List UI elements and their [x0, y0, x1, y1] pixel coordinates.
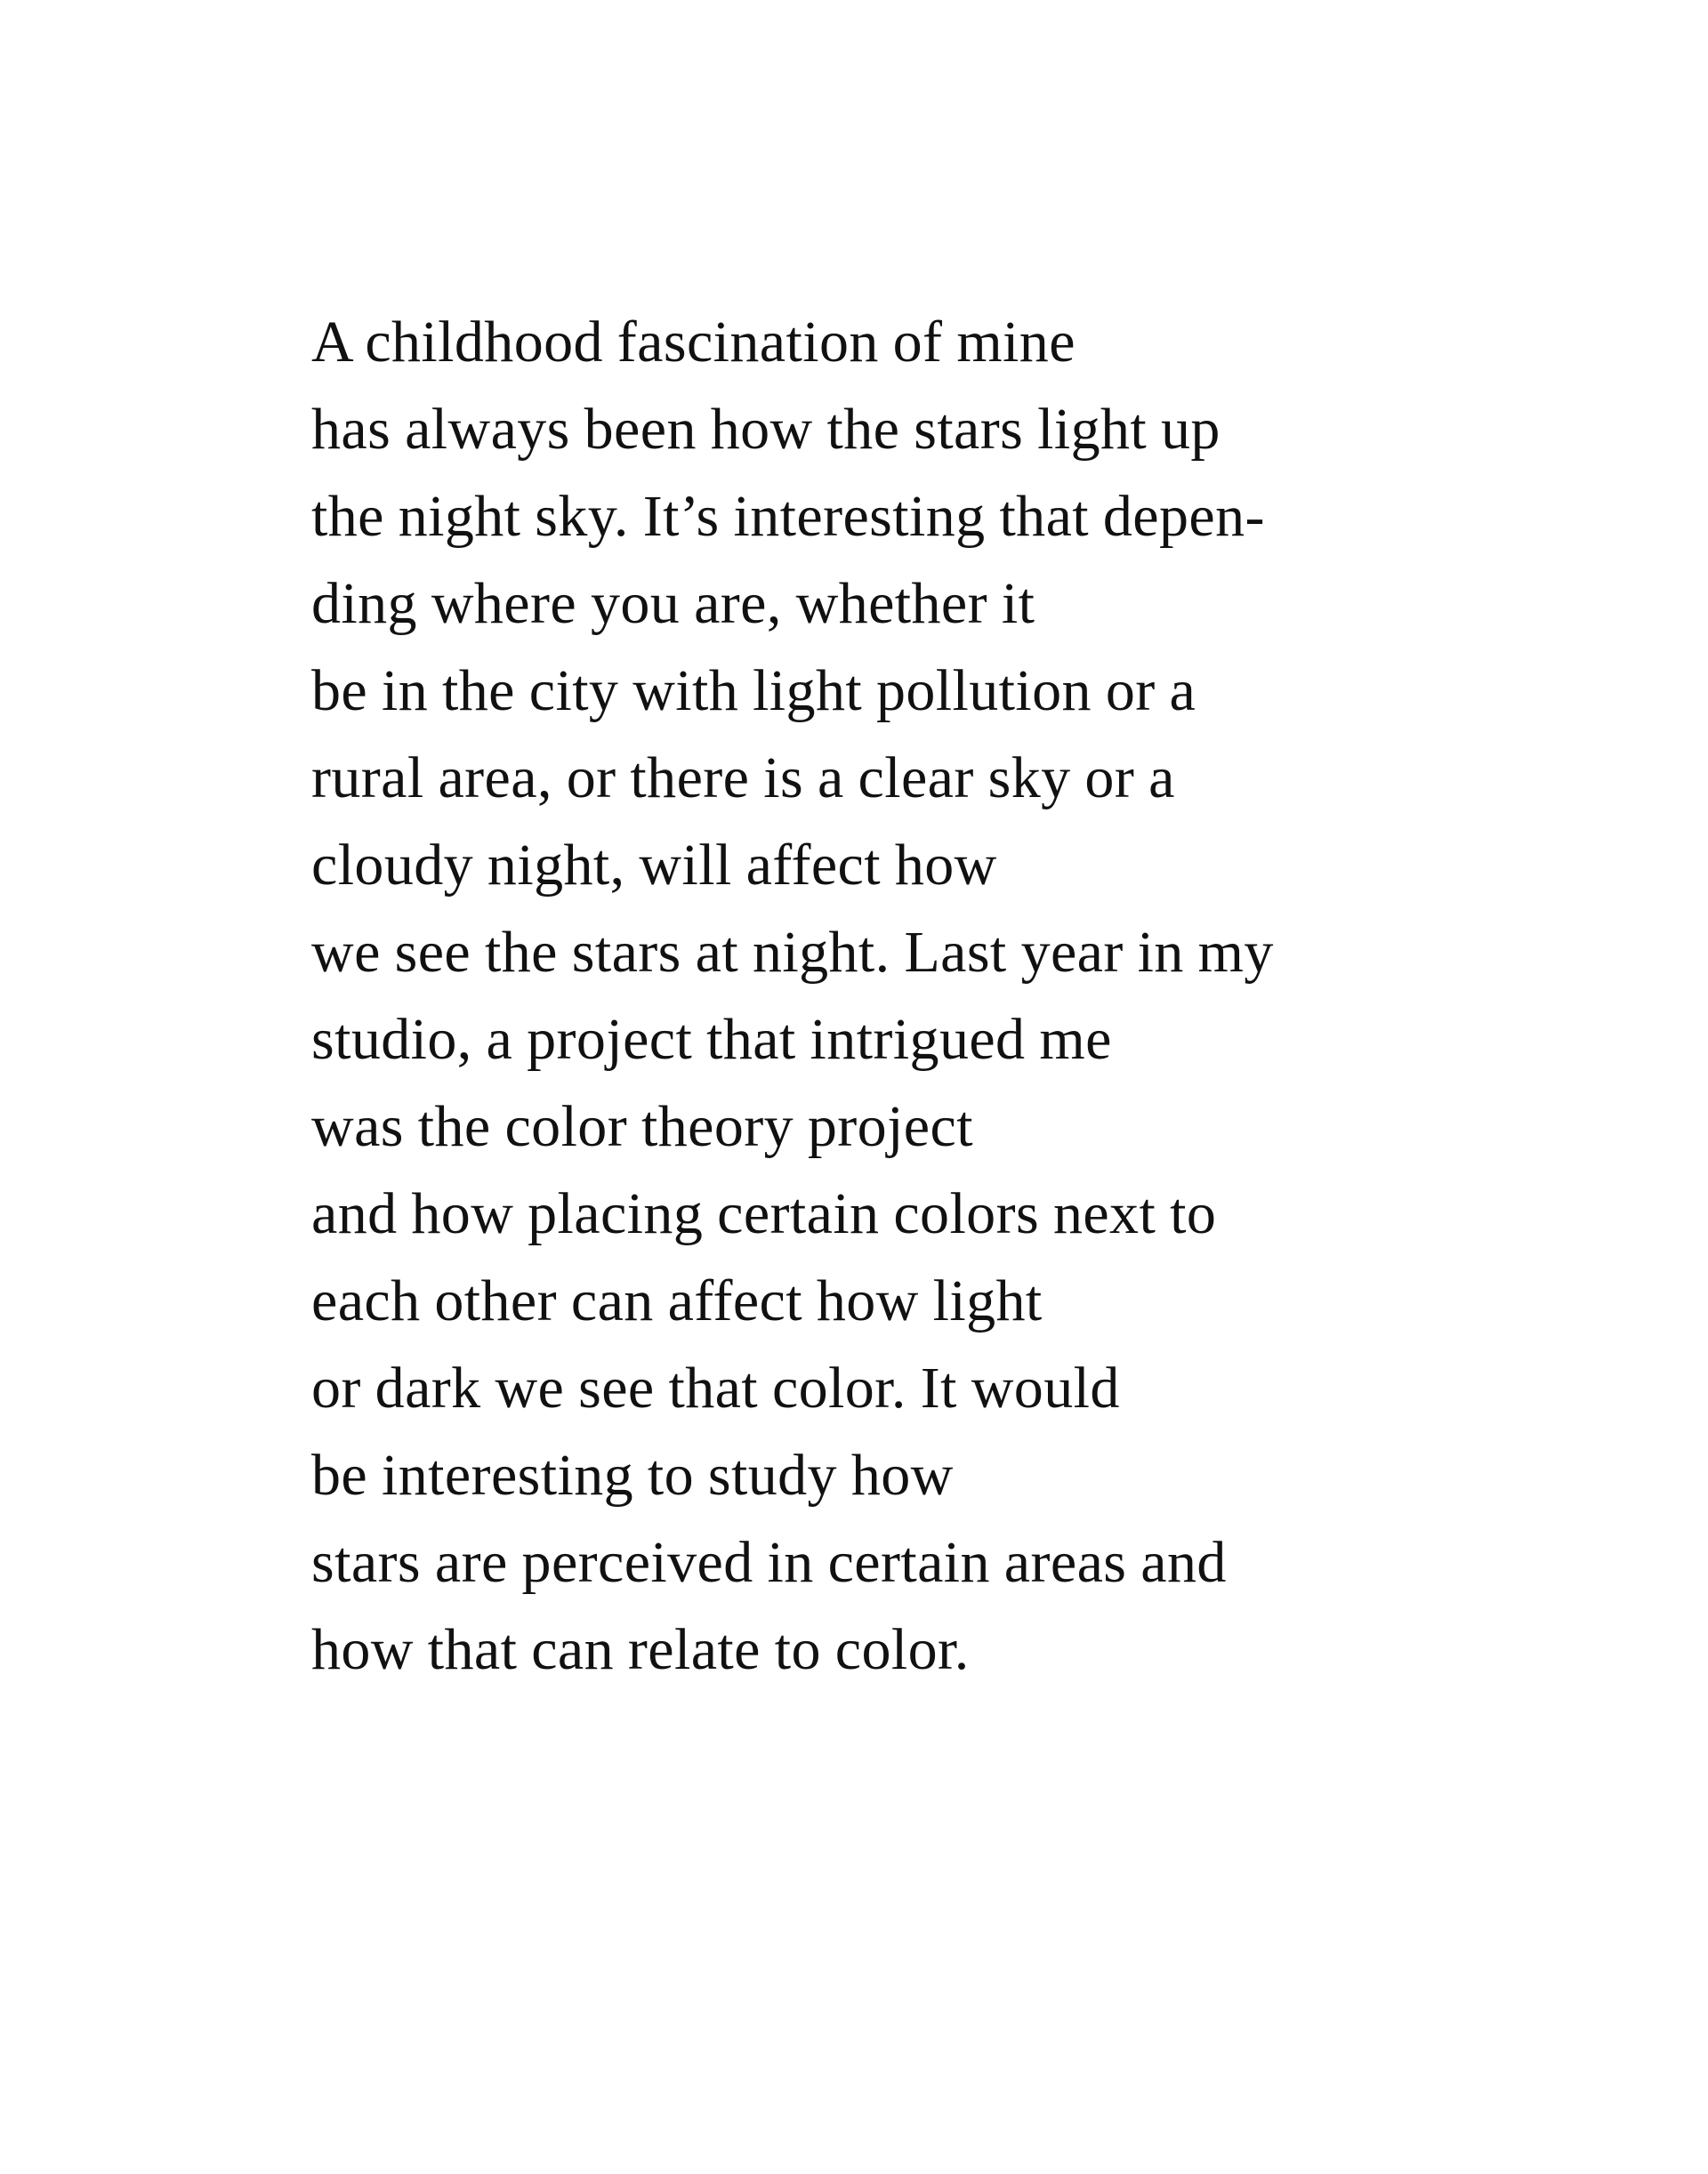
text-line-15: stars are perceived in certain areas and	[311, 1530, 1227, 1595]
text-line-16: how that can relate to color.	[311, 1617, 970, 1682]
body-paragraph	[311, 299, 1557, 1694]
text-line-5: be in the city with light pollution or a	[311, 658, 1196, 723]
text-line-12: each other can affect how light	[311, 1268, 1043, 1333]
text-line-13: or dark we see that color. It would	[311, 1356, 1120, 1421]
text-line-11: and how placing certain colors next to	[311, 1181, 1217, 1246]
text-line-10: was the color theory project	[311, 1094, 973, 1159]
text-line-4: ding where you are, whether it	[311, 571, 1035, 636]
text-line-14: be interesting to study how	[311, 1443, 954, 1508]
text-line-8: we see the stars at night. Last year in my	[311, 920, 1274, 985]
text-line-3: the night sky. It’s interesting that depen-	[311, 484, 1265, 549]
text-line-2: has always been how the stars light up	[311, 397, 1221, 462]
text-line-9: studio, a project that intrigued me	[311, 1007, 1112, 1072]
text-line-6: rural area, or there is a clear sky or a	[311, 745, 1175, 810]
text-line-1: A childhood fascination of mine	[311, 310, 1076, 374]
text-line-7: cloudy night, will affect how	[311, 833, 997, 898]
